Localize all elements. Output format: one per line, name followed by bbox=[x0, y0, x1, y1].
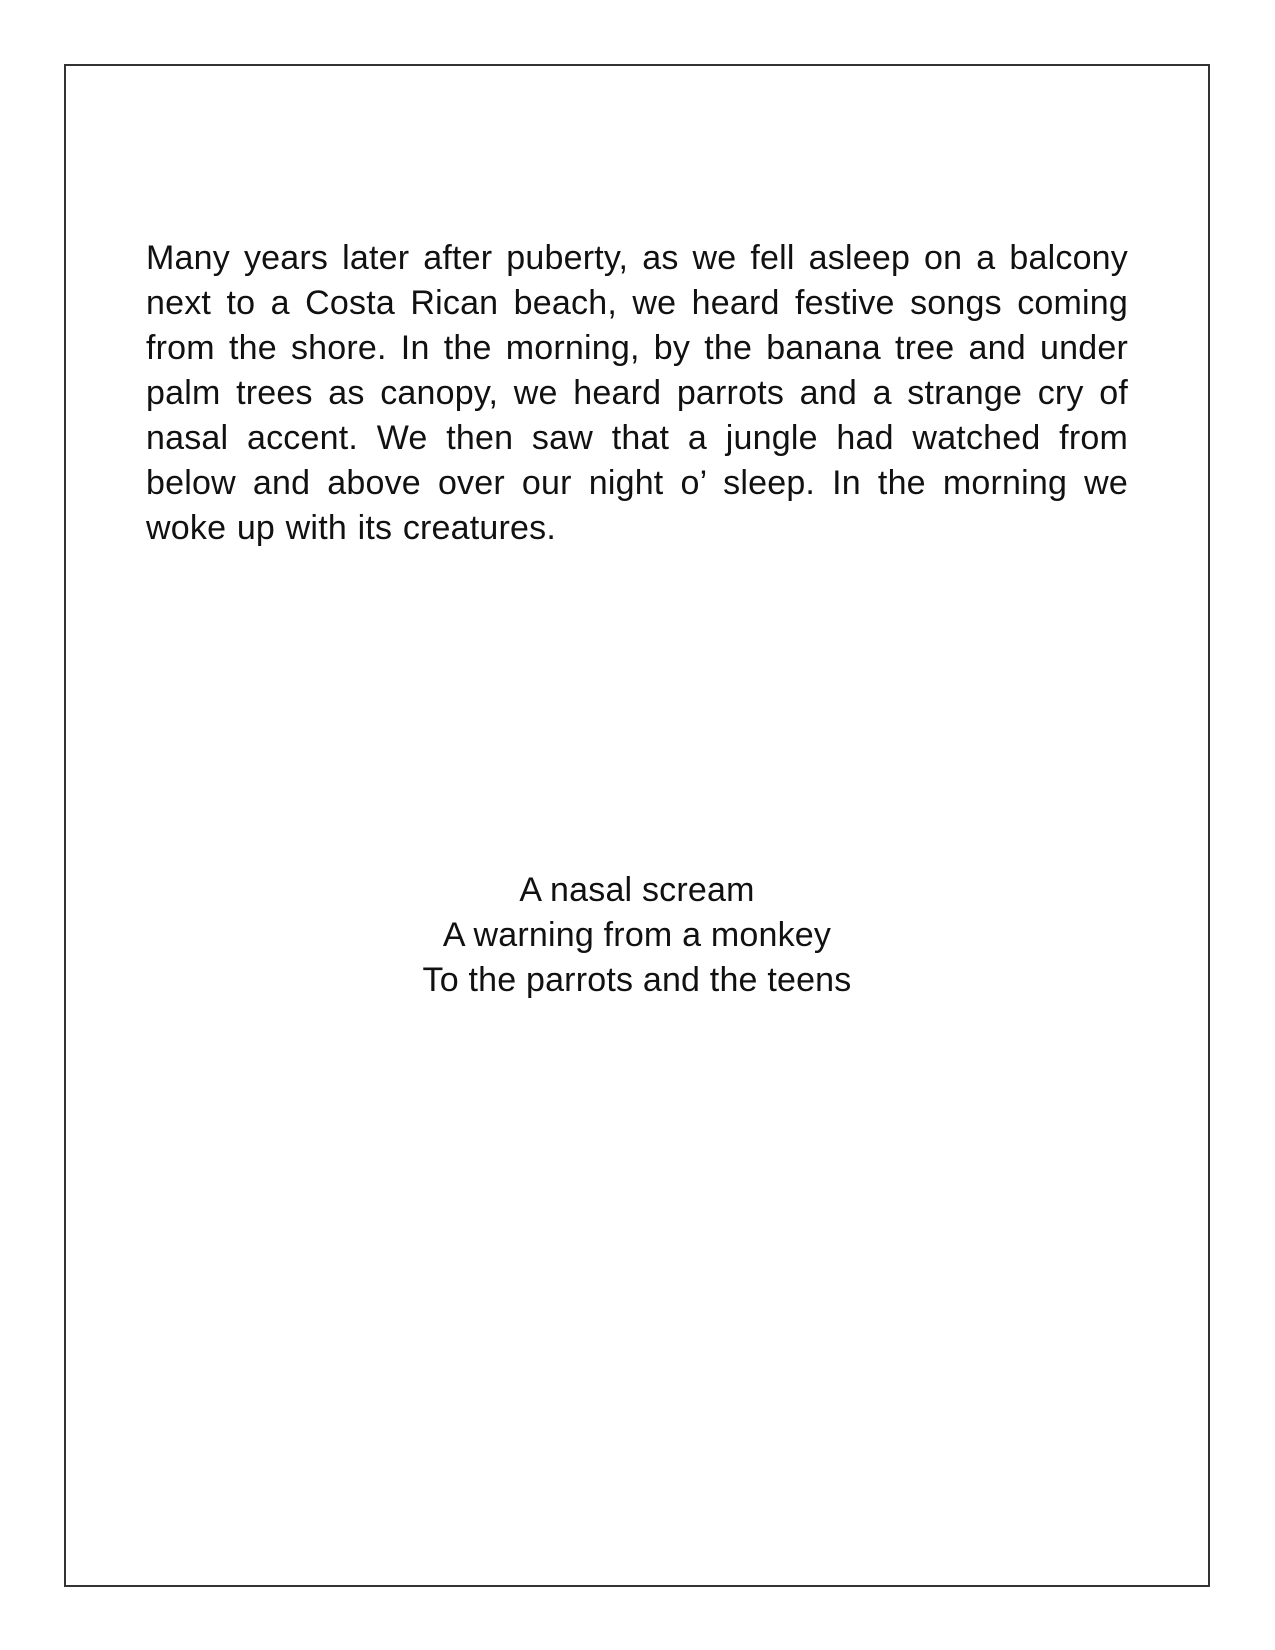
haiku-line-2: A warning from a monkey bbox=[442, 916, 832, 954]
haiku-line-1: A nasal scream bbox=[519, 871, 755, 909]
haiku-line-3: To the parrots and the teens bbox=[422, 961, 852, 999]
prose-paragraph: Many years later after puberty, as we fell asleep on a balcony next to a Costa Rican beach, we heard festive songs coming from the shore. In the morning, by the banana tree and under palm trees as canopy, we heard parrots and a strange cry of nasal accent. We then saw that a jungle had watched from below and above over our night o’ sleep. In the morning we woke up with its creatures. bbox=[146, 239, 1128, 547]
haiku-poem bbox=[146, 868, 1128, 1003]
